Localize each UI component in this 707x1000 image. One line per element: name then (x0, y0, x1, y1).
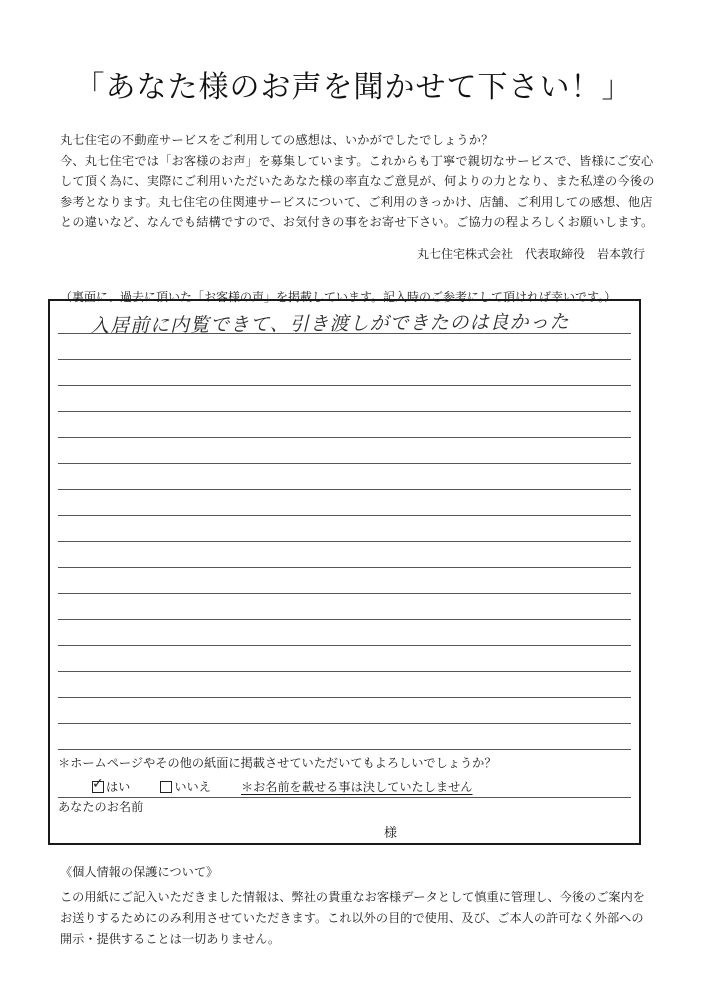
option-yes-label: はい (106, 780, 131, 794)
handwritten-comment[interactable]: 入居前に内覧できて、引き渡しができたのは良かった (89, 310, 570, 338)
privacy-line: 開示・提供することは一切ありません。 (60, 932, 281, 946)
permission-options (92, 775, 473, 795)
privacy-line: この用紙にご記入いただきました情報は、弊社の貴重なお客様データとして慎重に管理し、今後のご案内を (60, 890, 645, 904)
writing-line (58, 723, 631, 724)
privacy-heading: 《個人情報の保護について》 (60, 865, 219, 879)
intro-text (60, 130, 660, 233)
writing-line (58, 619, 631, 620)
option-yes[interactable] (92, 775, 131, 795)
checkbox-icon[interactable] (160, 781, 172, 793)
signature: 丸七住宅株式会社 代表取締役 岩本敦行 (416, 247, 645, 261)
writing-line (58, 359, 631, 360)
writing-line (58, 645, 631, 646)
writing-line (58, 593, 631, 594)
checkmark-icon: ✓ (92, 775, 104, 792)
privacy-section (60, 862, 670, 950)
writing-line (58, 437, 631, 438)
divider (58, 797, 631, 798)
intro-line: して頂く為に、実際にご利用いただいたあなた様の率直なご意見が、何よりの力となり、また私達の今後の (60, 174, 655, 189)
writing-line (58, 411, 631, 412)
writing-line (58, 697, 631, 698)
option-no-label: いいえ (174, 780, 211, 794)
option-no[interactable] (160, 778, 211, 795)
writing-line (58, 515, 631, 516)
writing-line (58, 541, 631, 542)
checkbox-icon[interactable] (92, 775, 104, 793)
reference-note: （裏面に、過去に頂いた「お客様の声」を掲載しています。記入時のご参考にして頂ければ幸いです。） (60, 290, 617, 304)
name-privacy-note: ＊お名前を載せる事は決していたしません (240, 780, 473, 794)
honorific-label: 様 (384, 826, 398, 841)
page-title: 「あなた様のお声を聞かせて下さい！」 (74, 70, 633, 105)
privacy-line: お送りするためにのみ利用させていただきます。これ以外の目的で使用、及び、ご本人の許可なく外部への (60, 911, 644, 925)
name-label: あなたのお名前 (58, 800, 144, 814)
writing-line (58, 489, 631, 490)
writing-line (58, 463, 631, 464)
writing-line (58, 385, 631, 386)
writing-line (58, 671, 631, 672)
comment-form (48, 299, 641, 845)
writing-line (58, 333, 631, 334)
writing-line (58, 567, 631, 568)
intro-line: 参考となります。丸七住宅の住関連サービスについて、ご利用のきっかけ、店舗、ご利用しての感想、他店 (60, 194, 653, 209)
intro-line: との違いなど、なんでも結構ですので、お気付きの事をお寄せ下さい。ご協力の程よろしくお願いします。 (60, 215, 654, 230)
homepage-permission-question: ＊ホームページやその他の紙面に掲載させていただいてもよろしいでしょうか？ (58, 756, 497, 770)
intro-line: 丸七住宅の不動産サービスをご利用しての感想は、いかがでしたでしょうか？ (60, 133, 494, 147)
writing-line (58, 749, 631, 750)
intro-line: 今、丸七住宅では「お客様のお声」を募集しています。これからも丁寧で親切なサービスで、皆様にご安心 (60, 153, 654, 168)
